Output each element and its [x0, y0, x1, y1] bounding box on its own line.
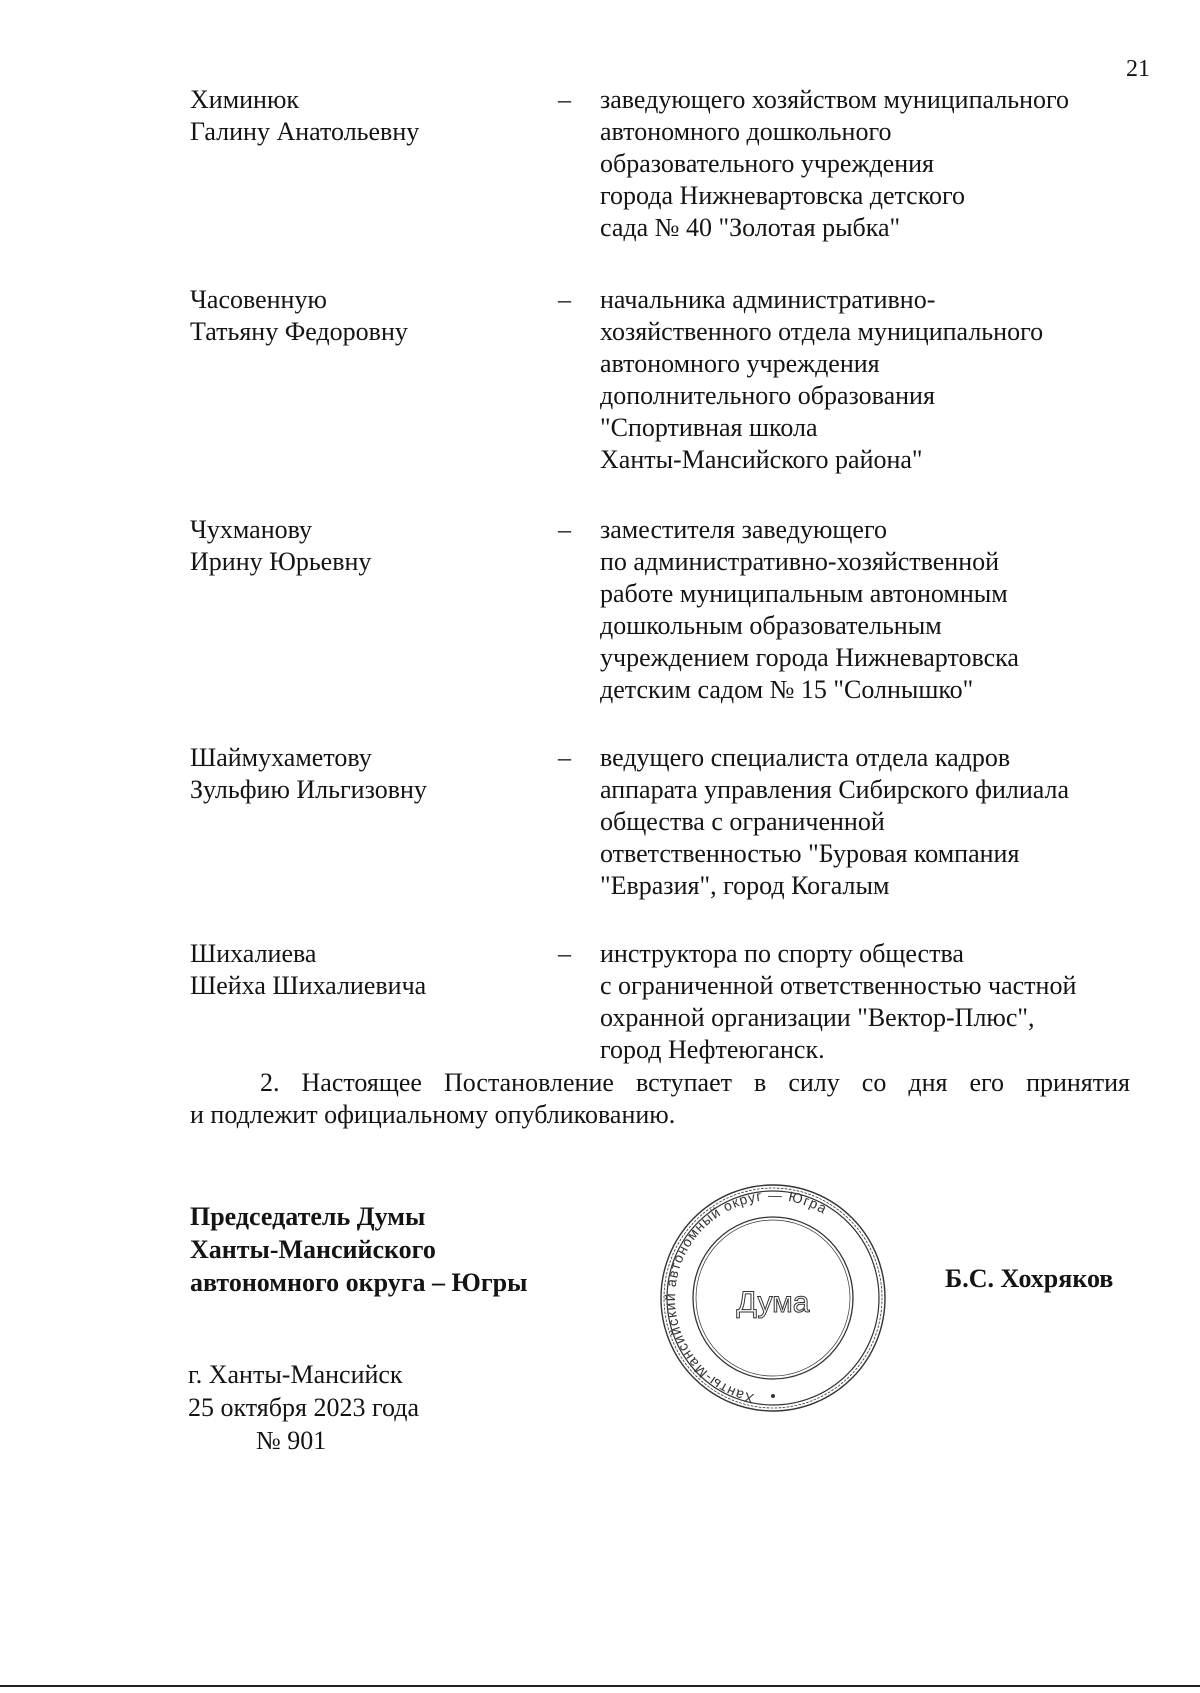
person-name: Часовенную Татьяну Федоровну: [190, 285, 408, 346]
document-number: № 901: [256, 1426, 327, 1455]
official-seal-stamp: [658, 1182, 888, 1414]
signer-name: Б.С. Хохряков: [945, 1264, 1114, 1293]
dash: –: [558, 743, 571, 772]
person-name: Химинюк Галину Анатольевну: [190, 85, 420, 146]
signer-title: Председатель Думы Ханты-Мансийского автономного округа – Югры: [190, 1202, 528, 1297]
dash: –: [558, 939, 571, 968]
dash: –: [558, 285, 571, 314]
person-name: Шаймухаметову Зульфию Ильгизовну: [190, 743, 427, 804]
dash: –: [558, 515, 571, 544]
place-date-number: [188, 1358, 419, 1457]
dash: –: [558, 85, 571, 114]
city: г. Ханты-Мансийск: [188, 1360, 403, 1389]
seal-center-text: Дума: [736, 1286, 810, 1319]
page-number: 21: [1126, 56, 1150, 82]
position-description: заместителя заведующего по административно-хозяйственной работе муниципальным автономным дошкольным образовательным учреждением города Нижневартовска детским садом № 15 "Солнышко": [600, 515, 1019, 704]
footer-rule: [0, 1685, 1200, 1687]
effective-clause: 2. Настоящее Постановление вступает в силу со дня его принятия и подлежит официальному опубликованию.: [190, 1068, 1130, 1129]
date: 25 октября 2023 года: [188, 1393, 419, 1422]
position-description: начальника административно- хозяйственного отдела муниципального автономного учреждения дополнительного образования "Спортивная школа Ханты-Мансийского района": [600, 285, 1044, 474]
position-description: заведующего хозяйством муниципального автономного дошкольного образовательного учреждения города Нижневартовска детского сада № 40 "Золотая рыбка": [600, 85, 1070, 242]
person-name: Чухманову Ирину Юрьевну: [190, 515, 372, 576]
position-description: инструктора по спорту общества с ограниченной ответственностью частной охранной организации "Вектор-Плюс", город Нефтеюганск.: [600, 939, 1077, 1064]
seal-ring-text: Ханты-Мансийский автономный округ — Югра: [662, 1186, 831, 1408]
person-name: Шихалиева Шейха Шихалиевича: [190, 939, 427, 1000]
position-description: ведущего специалиста отдела кадров аппарата управления Сибирского филиала общества с ограниченной ответственностью "Буровая компания "Евразия", город Когалым: [600, 743, 1070, 900]
